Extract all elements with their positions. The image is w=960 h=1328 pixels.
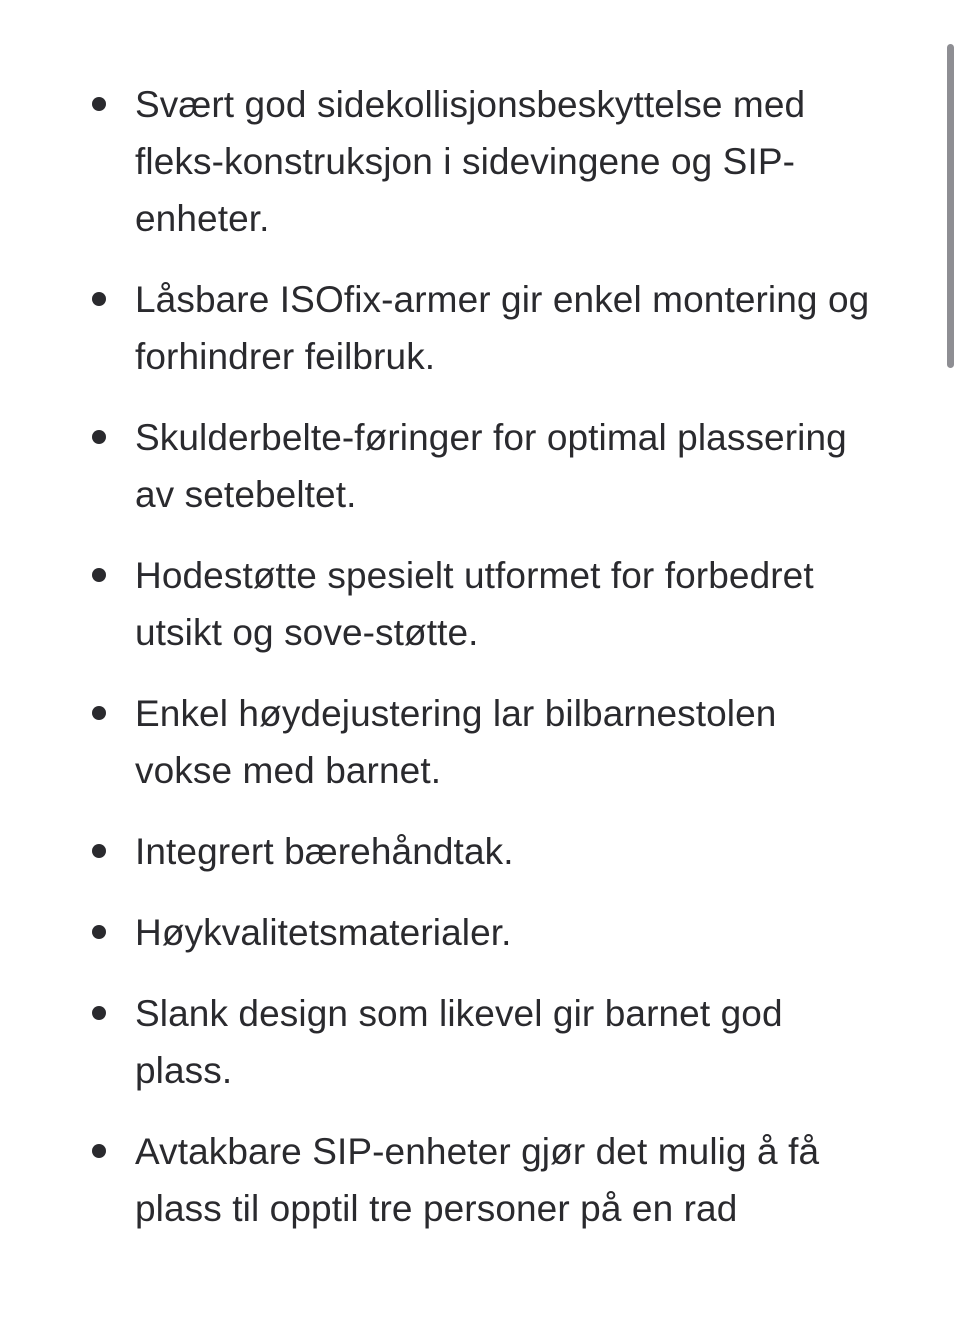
list-item — [0, 76, 920, 247]
list-item — [0, 1123, 920, 1237]
feature-text: Slank design som likevel gir barnet god plass. — [135, 993, 783, 1091]
feature-text: Svært god sidekollisjonsbeskyttelse med fleks-konstruksjon i sidevingene og SIP-enheter. — [135, 84, 806, 239]
bullet-icon — [92, 706, 106, 720]
list-item — [0, 685, 920, 799]
bullet-icon — [92, 1144, 106, 1158]
list-item — [0, 547, 920, 661]
feature-text: Hodestøtte spesielt utformet for forbedret utsikt og sove-støtte. — [135, 555, 814, 653]
bullet-icon — [92, 568, 106, 582]
bullet-icon — [92, 292, 106, 306]
feature-list — [0, 76, 920, 1237]
bullet-icon — [92, 97, 106, 111]
content-area — [0, 76, 920, 1261]
feature-text: Høykvalitetsmaterialer. — [135, 912, 512, 953]
bullet-icon — [92, 844, 106, 858]
scrollbar-thumb[interactable] — [947, 44, 954, 368]
bullet-icon — [92, 430, 106, 444]
bullet-icon — [92, 1006, 106, 1020]
list-item — [0, 271, 920, 385]
feature-text: Låsbare ISOfix-armer gir enkel montering og forhindrer feilbruk. — [135, 279, 870, 377]
feature-text: Avtakbare SIP-enheter gjør det mulig å få plass til opptil tre personer på en rad — [135, 1131, 820, 1229]
bullet-icon — [92, 925, 106, 939]
feature-text: Enkel høydejustering lar bilbarnestolen vokse med barnet. — [135, 693, 777, 791]
list-item — [0, 409, 920, 523]
feature-text: Skulderbelte-føringer for optimal plassering av setebeltet. — [135, 417, 847, 515]
list-item — [0, 823, 920, 880]
list-item — [0, 904, 920, 961]
feature-text: Integrert bærehåndtak. — [135, 831, 514, 872]
list-item — [0, 985, 920, 1099]
